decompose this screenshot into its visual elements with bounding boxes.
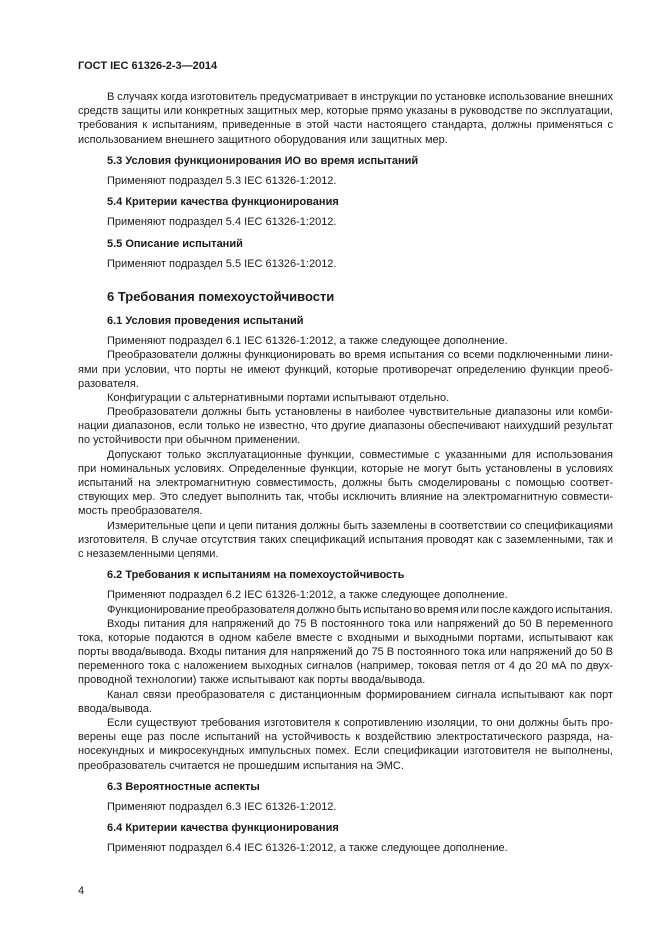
text-line: преобразователь считается не прошедшим испытания на ЭМС. — [78, 759, 404, 772]
text-line: Применяют подраздел 6.2 IEC 61326-1:2012, а также следующее дополнение. — [107, 589, 508, 602]
text-line: Функционирование преобразователя должно быть испытано во время или после каждого испытания. — [107, 603, 613, 616]
text-line: Применяют подраздел 6.1 IEC 61326-1:2012, а также следующее дополнение. — [107, 335, 508, 348]
text-line: Применяют подраздел 6.4 IEC 61326-1:2012, а также следующее дополнение. — [107, 842, 508, 855]
document-code-header: ГОСТ IEC 61326-2-3—2014 — [78, 60, 218, 72]
paragraph — [78, 800, 613, 814]
paragraph — [78, 603, 613, 617]
page-number: 4 — [78, 885, 85, 897]
text-line: Преобразователи должны функционировать во время испытания со всеми подключенными лини- — [107, 349, 613, 362]
paragraph — [78, 215, 613, 229]
text-line: по устойчивости при обычном применении. — [78, 434, 301, 447]
paragraph — [78, 405, 613, 448]
paragraph — [78, 519, 613, 562]
text-line: средств защиты или конкретных защитных мер, которые прямо указаны в руководстве по эксплуатации, — [78, 105, 613, 118]
text-line: Конфигурации с альтернативными портами испытывают отдельно. — [107, 391, 450, 404]
text-line: ями при условии, что порты не имеют функций, которые противоречат определению функции преоб- — [78, 363, 613, 376]
text-line: Применяют подраздел 5.4 IEC 61326-1:2012. — [107, 216, 337, 229]
section-heading: 6 Требования помехоустойчивости — [107, 288, 335, 304]
subsection-heading: 5.5 Описание испытаний — [107, 237, 243, 250]
paragraph — [78, 334, 613, 348]
paragraph — [78, 588, 613, 602]
subsection-heading: 6.1 Условия проведения испытаний — [107, 314, 304, 327]
text-line: Применяют подраздел 6.3 IEC 61326-1:2012. — [107, 800, 337, 813]
text-line: испытаний на электромагнитную совместимость, должны быть смоделированы с помощью соответ- — [78, 477, 613, 489]
text-line: носекундных и микросекундных импульсных помех. Если спецификации изготовителя не выполнены, — [78, 745, 613, 758]
paragraph — [78, 448, 613, 519]
subsection-heading: 6.3 Вероятностные аспекты — [107, 780, 260, 793]
text-line: проводной технологии) также испытывают как порты ввода/вывода. — [78, 674, 426, 687]
text-line: порты ввода/вывода. Входы питания для напряжений до 75 В постоянного тока или напряжений до 50 В — [78, 646, 613, 659]
paragraph — [78, 716, 613, 773]
text-line: В случаях когда изготовитель предусматривает в инструкции по установке использование внешних — [107, 91, 613, 103]
subsection-heading: 5.4 Критерии качества функционирования — [107, 196, 339, 209]
text-line: изготовителя. В случае отсутствия таких спецификаций испытания проводят как с заземленными, так и — [78, 533, 613, 546]
text-line: Измерительные цепи и цепи питания должны быть заземлены в соответствии со спецификациями — [107, 519, 613, 532]
paragraph — [78, 617, 613, 688]
paragraph — [78, 348, 613, 391]
subsection-heading: 6.2 Требования к испытаниям на помехоустойчивость — [107, 569, 405, 582]
text-line: Применяют подраздел 5.3 IEC 61326-1:2012. — [107, 174, 337, 187]
paragraph — [78, 174, 613, 188]
paragraph — [78, 841, 613, 855]
paragraph — [78, 257, 613, 271]
text-line: с незаземленными цепями. — [78, 547, 219, 560]
text-line: нации диапазонов, если только не известно, что другие диапазоны обеспечивают наихудший результат — [78, 420, 613, 433]
text-line: Допускают только эксплуатационные функции, совместимые с указанными для использования — [107, 448, 613, 461]
paragraph — [78, 90, 613, 147]
paragraph — [78, 688, 613, 716]
paragraph — [78, 391, 613, 405]
text-line: при номинальных условиях. Определенные функции, которые не могут быть установлены в условиях — [78, 462, 613, 475]
text-line: тока, которые подаются в одном кабеле вместе с входными и выходными портами, испытывают как — [78, 631, 613, 644]
text-line: Преобразователи должны быть установлены в наиболее чувствительные диапазоны или комби- — [107, 406, 613, 419]
text-line: мость преобразователя. — [78, 505, 203, 518]
text-line: Канал связи преобразователя с дистанционным формированием сигнала испытывают как порт — [107, 688, 613, 701]
text-line: использованием внешнего защитного оборудования или защитных мер. — [78, 133, 448, 146]
subsection-heading: 5.3 Условия функционирования ИО во время испытаний — [107, 154, 419, 167]
text-line: требования к испытаниям, приведенные в этой части настоящего стандарта, должны применяться с — [78, 119, 613, 132]
text-line: переменного тока с наложением выходных сигналов (например, токовая петля от 4 до 20 мА по двух- — [78, 660, 613, 673]
text-line: ствующих мер. Это следует выполнить так, чтобы исключить влияние на электромагнитную совмести- — [78, 491, 613, 504]
text-line: Если существуют требования изготовителя к сопротивлению изоляции, то они должны быть про- — [107, 717, 613, 730]
text-line: разователя. — [78, 377, 139, 390]
subsection-heading: 6.4 Критерии качества функционирования — [107, 822, 339, 835]
document-body — [78, 90, 613, 856]
text-line: верены еще раз после испытаний на устойчивость к воздействию электростатического разряда, на- — [78, 731, 613, 744]
text-line: Применяют подраздел 5.5 IEC 61326-1:2012. — [107, 257, 337, 270]
text-line: ввода/вывода. — [78, 702, 152, 715]
text-line: Входы питания для напряжений до 75 В постоянного тока или напряжений до 50 В переменного — [107, 617, 613, 630]
